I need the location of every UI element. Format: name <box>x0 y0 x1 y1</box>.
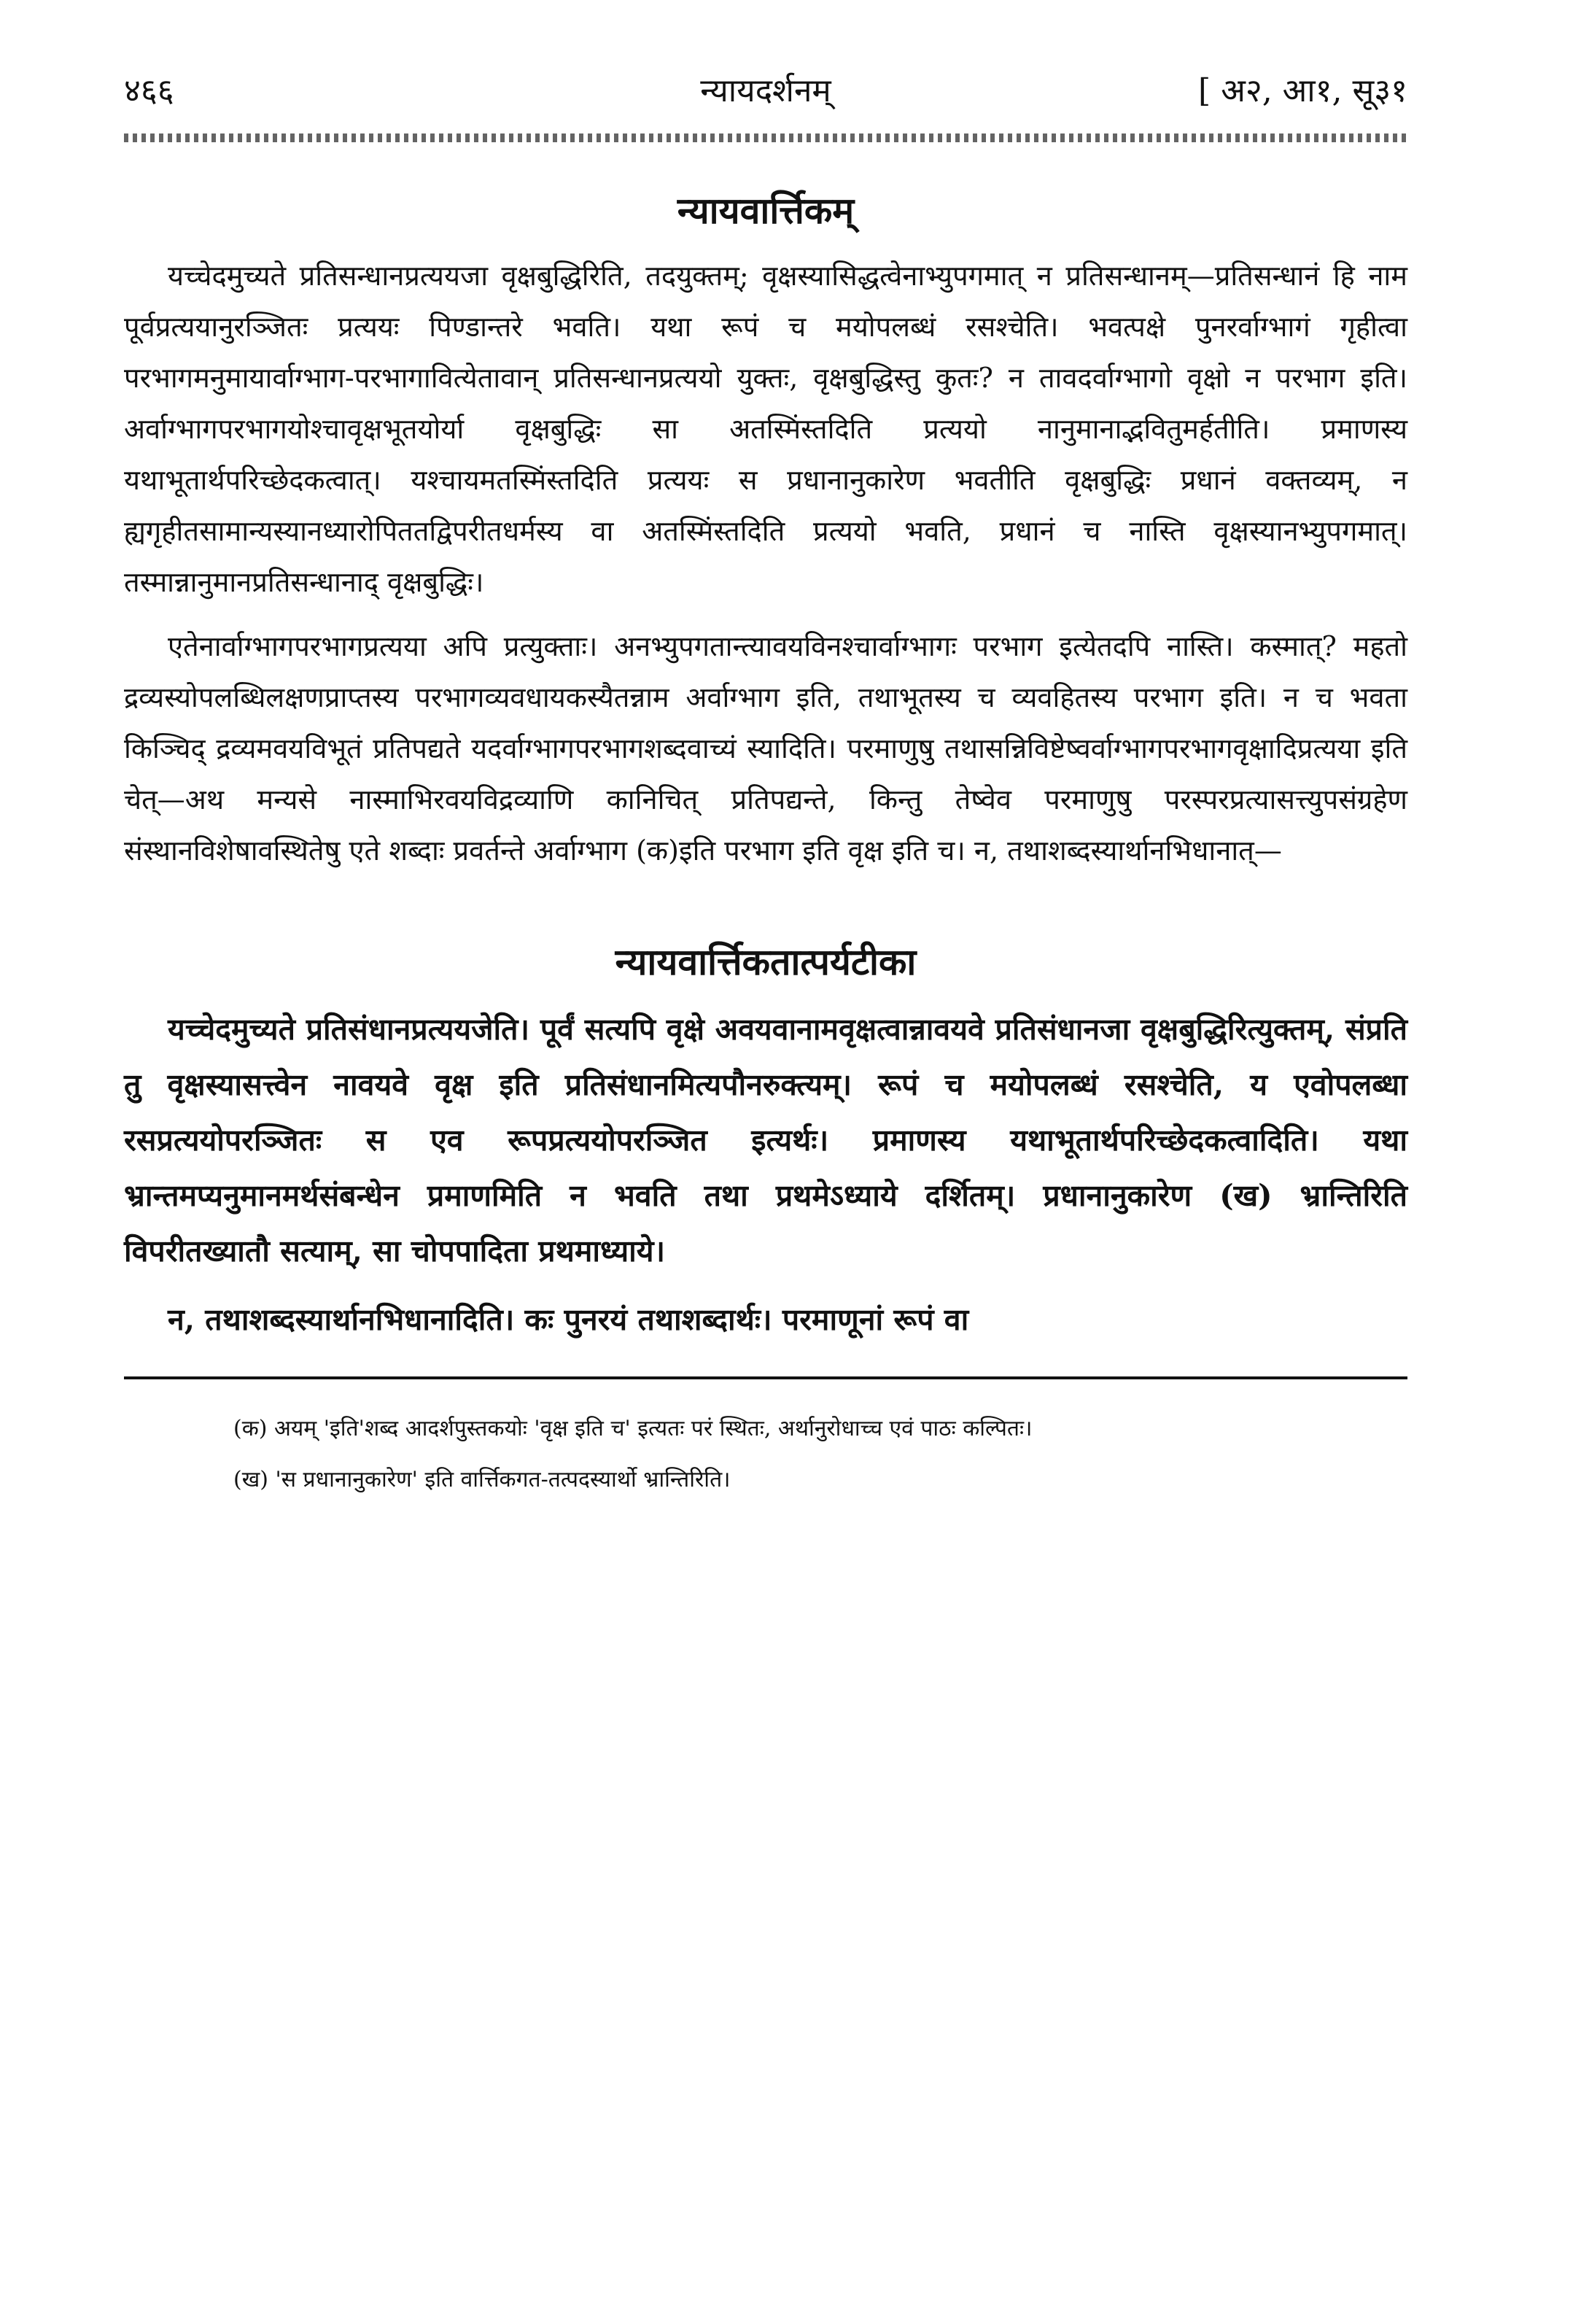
footnote-divider <box>124 1376 1407 1379</box>
running-title: न्यायदर्शनम् <box>700 72 831 109</box>
tika-paragraph: यच्चेदमुच्यते प्रतिसंधानप्रत्ययजेति। पूर्वं सत्यपि वृक्षे अवयवानामवृक्षत्वान्नावयवे प्रतिसंधानजा वृक्षबुद्धिरित्युक्तम्, संप्रति तु वृक्षस्यासत्त्वेन नावयवे वृक्ष इति प्रतिसंधानमित्यपौनरुक्त्यम्। रूपं च मयोपलब्धं रसश्चेति, य एवोपलब्धा रसप्रत्ययोपरञ्जितः स एव रूपप्रत्ययोपरञ्जित इत्यर्थः। प्रमाणस्य यथाभूतार्थपरिच्छेदकत्वादिति। यथा भ्रान्तमप्यनुमानमर्थसंबन्धेन प्रमाणमिति न भवति तथा प्रथमेऽध्याये दर्शितम्। प्रधानानुकारेण (ख) भ्रान्तिरिति विपरीतख्यातौ सत्याम्, सा चोपपादिता प्रथमाध्याये। <box>124 1012 1407 1268</box>
section-title-tika: न्यायवार्त्तिकतात्पर्यटीका <box>615 940 917 983</box>
vartika-paragraph: यच्चेदमुच्यते प्रतिसन्धानप्रत्ययजा वृक्षबुद्धिरिति, तदयुक्तम्; वृक्षस्यासिद्धत्वेनाभ्युपगमात् न प्रतिसन्धानम्—प्रतिसन्धानं हि नाम पूर्वप्रत्ययानुरञ्जितः प्रत्ययः पिण्डान्तरे भवति। यथा रूपं च मयोपलब्धं रसश्चेति। भवत्पक्षे पुनरर्वाग्भागं गृहीत्वा परभागमनुमायार्वाग्भाग-परभागावित्येतावान् प्रतिसन्धानप्रत्ययो युक्तः, वृक्षबुद्धिस्तु कुतः? न तावदर्वाग्भागो वृक्षो न परभाग इति। अर्वाग्भागपरभागयोश्चावृक्षभूतयोर्या वृक्षबुद्धिः सा अतस्मिंस्तदिति प्रत्ययो नानुमानाद्भवितुमर्हतीति। प्रमाणस्य यथाभूतार्थपरिच्छेदकत्वात्। यश्चायमतस्मिंस्तदिति प्रत्ययः स प्रधानानुकारेण भवतीति वृक्षबुद्धिः प्रधानं वक्तव्यम्, न ह्यगृहीतसामान्यस्यानध्यारोपिततद्विपरीतधर्मस्य वा अतस्मिंस्तदिति प्रत्ययो भवति, प्रधानं च नास्ति वृक्षस्यानभ्युपगमात्। तस्मान्नानुमानप्रतिसन्धानाद् वृक्षबुद्धिः। <box>124 260 1407 598</box>
vartika-section <box>124 182 1407 876</box>
footnote: (ख) 'स प्रधानानुकारेण' इति वार्त्तिकगत-तत्पदस्यार्थो भ्रान्तिरिति। <box>233 1467 731 1492</box>
footnote: (क) अयम् 'इति'शब्द आदर्शपुस्तकयोः 'वृक्ष इति च' इत्यतः परं स्थितः, अर्थानुरोधाच्च एवं पाठः कल्पितः। <box>233 1416 1033 1441</box>
footnotes <box>124 1409 1407 1500</box>
tika-section <box>124 933 1407 1347</box>
tika-paragraph: न, तथाशब्दस्यार्थानभिधानादिति। कः पुनरयं तथाशब्दार्थः। परमाणूनां रूपं वा <box>168 1302 969 1337</box>
vartika-paragraph: एतेनार्वाग्भागपरभागप्रत्यया अपि प्रत्युक्ताः। अनभ्युपगतान्त्यावयविनश्चार्वाग्भागः परभाग इत्येतदपि नास्ति। कस्मात्? महतो द्रव्यस्योपलब्धिलक्षणप्राप्तस्य परभागव्यवधायकस्यैतन्नाम अर्वाग्भाग इति, तथाभूतस्य च व्यवहितस्य परभाग इति। न च भवता किञ्चिद् द्रव्यमवयविभूतं प्रतिपद्यते यदर्वाग्भागपरभागशब्दवाच्यं स्यादिति। परमाणुषु तथासन्निविष्टेष्वर्वाग्भागपरभागवृक्षादिप्रत्यया इति चेत्—अथ मन्यसे नास्माभिरवयविद्रव्याणि कानिचित् प्रतिपद्यन्ते, किन्तु तेष्वेव परमाणुषु परस्परप्रत्यासत्त्युपसंग्रहेण संस्थानविशेषावस्थितेषु एते शब्दाः प्रवर्तन्ते अर्वाग्भाग (क)इति परभाग इति वृक्ष इति च। न, तथाशब्दस्यार्थानभिधानात्— <box>124 630 1407 867</box>
page-number: ४६६ <box>124 72 174 109</box>
header-divider <box>124 133 1407 142</box>
page-header <box>124 69 1407 113</box>
chapter-reference: [ अ२, आ१, सू३१ <box>1198 72 1407 109</box>
book-page <box>124 69 1407 2258</box>
section-title-vartika: न्यायवार्त्तिकम् <box>677 189 855 232</box>
